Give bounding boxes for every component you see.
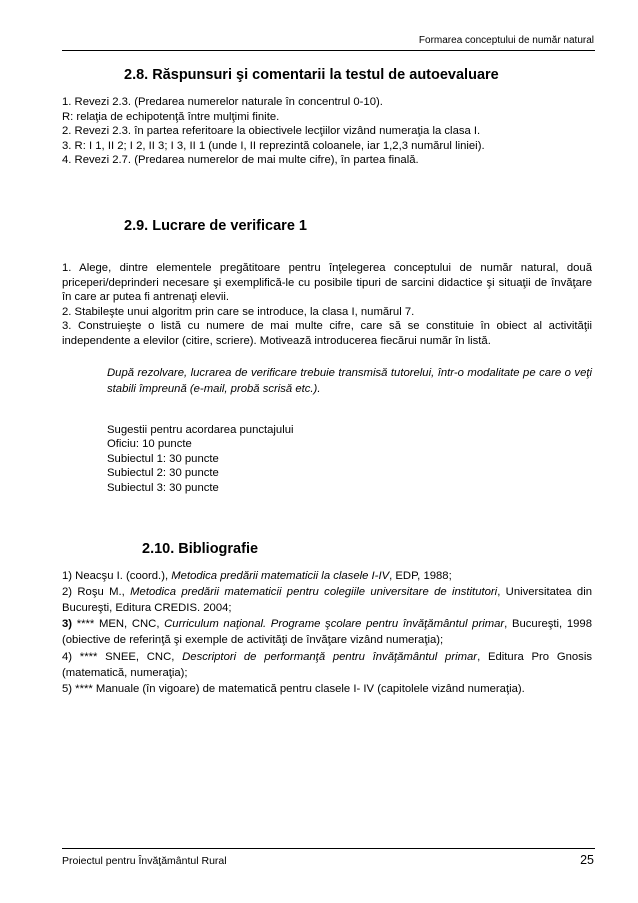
bibliography-entry — [62, 681, 592, 697]
reference-title: Metodica predării matematicii pentru colegiile universitare de institutori — [130, 585, 498, 598]
assignment-item: 3. Construieşte o listă cu numere de mai multe cifre, care să se constituie în obiect al activităţii independente a elevilor (citire, scriere). Motivează introducerea fiecărui număr în listă. — [62, 320, 592, 347]
header-divider — [62, 50, 595, 51]
section-title-2-8: 2.8. Răspunsuri şi comentarii la testul de autoevaluare — [124, 67, 499, 83]
running-header: Formarea conceptului de număr natural — [418, 35, 594, 46]
bibliography-entry — [62, 568, 592, 584]
submission-note: După rezolvare, lucrarea de verificare trebuie transmisă tutorelui, într-o modalitate pe care o veţi stabili împreună (e-mail, probă scrisă etc.). — [107, 366, 592, 395]
reference-title: Metodica predării matematicii la clasele I-IV — [171, 569, 390, 582]
reference-title: Descriptori de performanţă pentru învăţământul primar — [182, 650, 478, 663]
reference-title: Curriculum naţional. Programe şcolare pentru învăţământul primar — [164, 618, 505, 631]
reference-tail: , Editura Pro Gnosis (matematică, numeraţia); — [62, 650, 592, 679]
scoring-block — [62, 423, 592, 496]
reference-lead: 1) Neacşu I. (coord.), — [62, 569, 172, 582]
answer-line: 4. Revezi 2.7. (Predarea numerelor de mai multe cifre), în partea finală. — [62, 154, 419, 167]
reference-tail: , EDP, 1988; — [389, 569, 452, 582]
section-2-9-body — [62, 261, 592, 349]
reference-number: 3) — [62, 618, 73, 631]
assignment-item: 1. Alege, dintre elementele pregătitoare pentru înţelegerea conceptului de număr natural, două priceperi/deprinderi necesare şi exemplifică-le cu posibile tipuri de sarcini didactice şi situaţii de învăţare în care ar putea fi antrenaţi elevii. — [62, 261, 592, 304]
bibliography-list — [62, 568, 592, 698]
assignment-item: 2. Stabileşte unui algoritm prin care se introduce, la clasa I, numărul 7. — [62, 305, 415, 318]
scoring-line: Subiectul 3: 30 puncte — [107, 481, 219, 494]
page-number: 25 — [580, 853, 594, 867]
reference-tail: , Universitatea din Bucureşti, Editura CREDIS. 2004; — [62, 585, 593, 614]
section-title-2-9: 2.9. Lucrare de verificare 1 — [124, 217, 307, 234]
section-2-8-body — [62, 95, 592, 168]
answer-line: 2. Revezi 2.3. în partea referitoare la obiectivele lecţiilor vizând numeraţia la clasa I. — [62, 125, 481, 138]
scoring-line: Subiectul 1: 30 puncte — [107, 452, 219, 465]
bibliography-entry — [62, 649, 592, 681]
reference-tail: , Bucureşti, 1998 (obiective de referinţă şi exemple de activităţi de învăţare vizând numeraţia); — [62, 618, 592, 647]
page-content — [62, 66, 592, 697]
bibliography-entry — [62, 584, 592, 616]
section-title-2-10: 2.10. Bibliografie — [142, 540, 259, 557]
answer-line: 3. R: I 1, II 2; I 2, II 3; I 3, II 1 (unde I, II reprezintă coloanele, iar 1,2,3 numărul liniei). — [62, 139, 485, 152]
answer-line: R: relaţia de echipotenţă între mulţimi finite. — [62, 110, 280, 123]
scoring-line: Oficiu: 10 puncte — [107, 438, 192, 451]
scoring-line: Subiectul 2: 30 puncte — [107, 467, 219, 480]
footer-divider — [62, 848, 595, 849]
reference-lead: 2) Roşu M., — [62, 585, 131, 598]
scoring-line: Sugestii pentru acordarea punctajului — [107, 423, 294, 436]
bibliography-entry — [62, 616, 592, 648]
reference-lead: 5) **** Manuale (în vigoare) de matematică pentru clasele I- IV (capitolele vizând numeraţia). — [62, 682, 525, 695]
footer-project-name: Proiectul pentru Învăţământul Rural — [62, 855, 227, 867]
reference-lead: 4) **** SNEE, CNC, — [62, 650, 183, 663]
reference-lead: **** MEN, CNC, — [72, 618, 165, 631]
answer-line: 1. Revezi 2.3. (Predarea numerelor naturale în concentrul 0-10). — [62, 96, 383, 108]
